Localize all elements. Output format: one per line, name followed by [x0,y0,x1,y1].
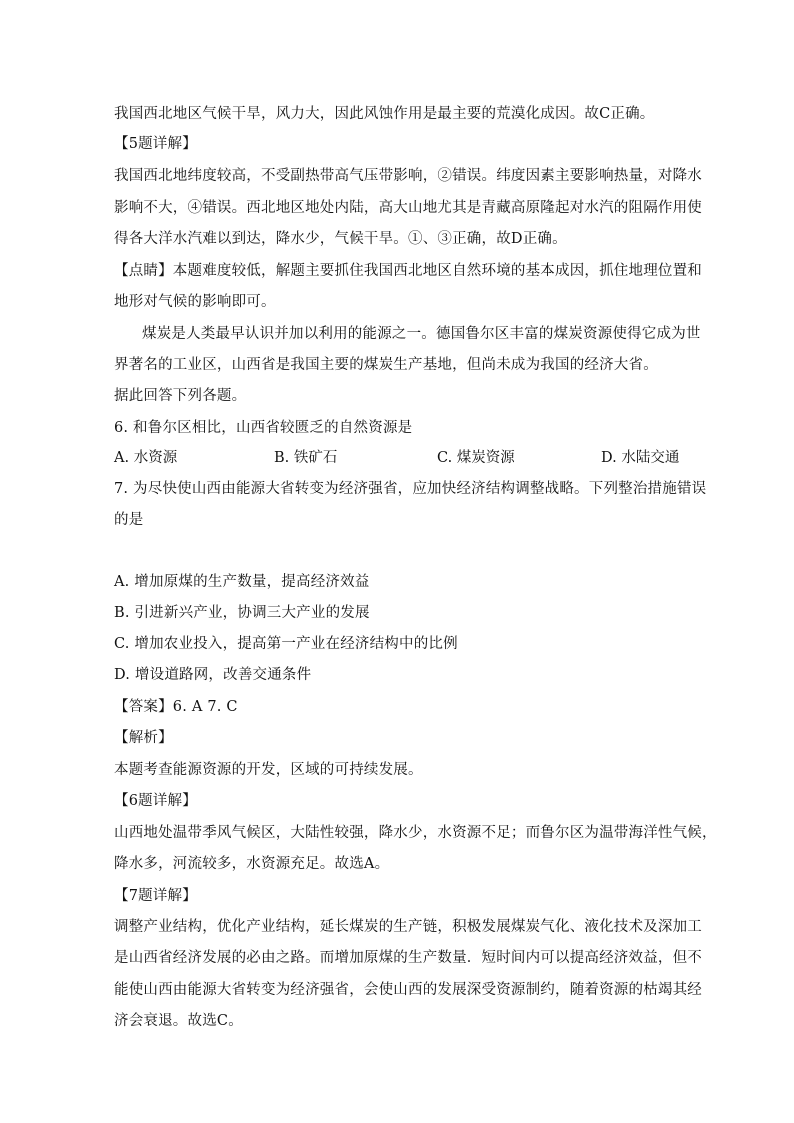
text-line: 的是 [114,512,144,528]
text-line: 影响不大，④错误。西北地区地处内陆，高大山地尤其是青藏高原隆起对水汽的阻隔作用使 [114,200,702,216]
text-line: 调整产业结构，优化产业结构，延长煤炭的生产链，积极发展煤炭气化、液化技术及深加工 [114,919,702,935]
answer-line: 【答案】6. A 7. C [114,699,238,715]
text-line: 能使山西由能源大省转变为经济强省，会使山西的发展深受资源制约，随着资源的枯竭其经 [114,982,702,998]
section-heading: 【解析】 [114,730,173,746]
section-heading: 【6题详解】 [114,793,197,809]
text-line: 【点睛】本题难度较低，解题主要抓住我国西北地区自然环境的基本成因，抓住地理位置和 [114,263,702,279]
text-line: 据此回答下列各题。 [114,388,247,404]
text-line: 煤炭是人类最早认识并加以利用的能源之一。德国鲁尔区丰富的煤炭资源使得它成为世 [142,326,701,342]
text-line: 地形对气候的影响即可。 [114,294,276,310]
q6-option-a: A. 水资源 [114,450,178,466]
text-line: 我国西北地区气候干旱，风力大，因此风蚀作用是最主要的荒漠化成因。故C正确。 [114,106,655,122]
question-6: 6. 和鲁尔区相比，山西省较匮乏的自然资源是 [114,420,413,436]
text-line: 降水多，河流较多，水资源充足。故选A。 [114,856,390,872]
text-line: 得各大洋水汽难以到达，降水少，气候干旱。①、③正确，故D正确。 [114,231,567,247]
text-line: 济会衰退。故选C。 [114,1013,243,1029]
text-line: 本题考查能源资源的开发，区域的可持续发展。 [114,762,423,778]
text-line: 是山西省经济发展的必由之路。而增加原煤的生产数量．短时间内可以提高经济效益，但不 [114,950,702,966]
text-line: 山西地处温带季风气候区，大陆性较强，降水少，水资源不足；而鲁尔区为温带海洋性气候， [114,825,717,841]
q6-option-d: D. 水陆交通 [601,450,680,466]
q7-option-b: B. 引进新兴产业，协调三大产业的发展 [114,605,370,621]
text-line: 我国西北地纬度较高，不受副热带高气压带影响，②错误。纬度因素主要影响热量，对降水 [114,168,702,184]
section-heading: 【5题详解】 [114,136,197,152]
q7-option-c: C. 增加农业投入，提高第一产业在经济结构中的比例 [114,636,458,652]
q7-option-d: D. 增设道路网，改善交通条件 [114,667,312,683]
question-7: 7. 为尽快使山西由能源大省转变为经济强省，应加快经济结构调整战略。下列整治措施错误 [114,481,707,497]
section-heading: 【7题详解】 [114,888,197,904]
q6-option-c: C. 煤炭资源 [437,450,515,466]
text-line: 界著名的工业区，山西省是我国主要的煤炭生产基地，但尚未成为我国的经济大省。 [114,357,658,373]
q7-option-a: A. 增加原煤的生产数量，提高经济效益 [114,574,370,590]
q6-option-b: B. 铁矿石 [274,450,338,466]
